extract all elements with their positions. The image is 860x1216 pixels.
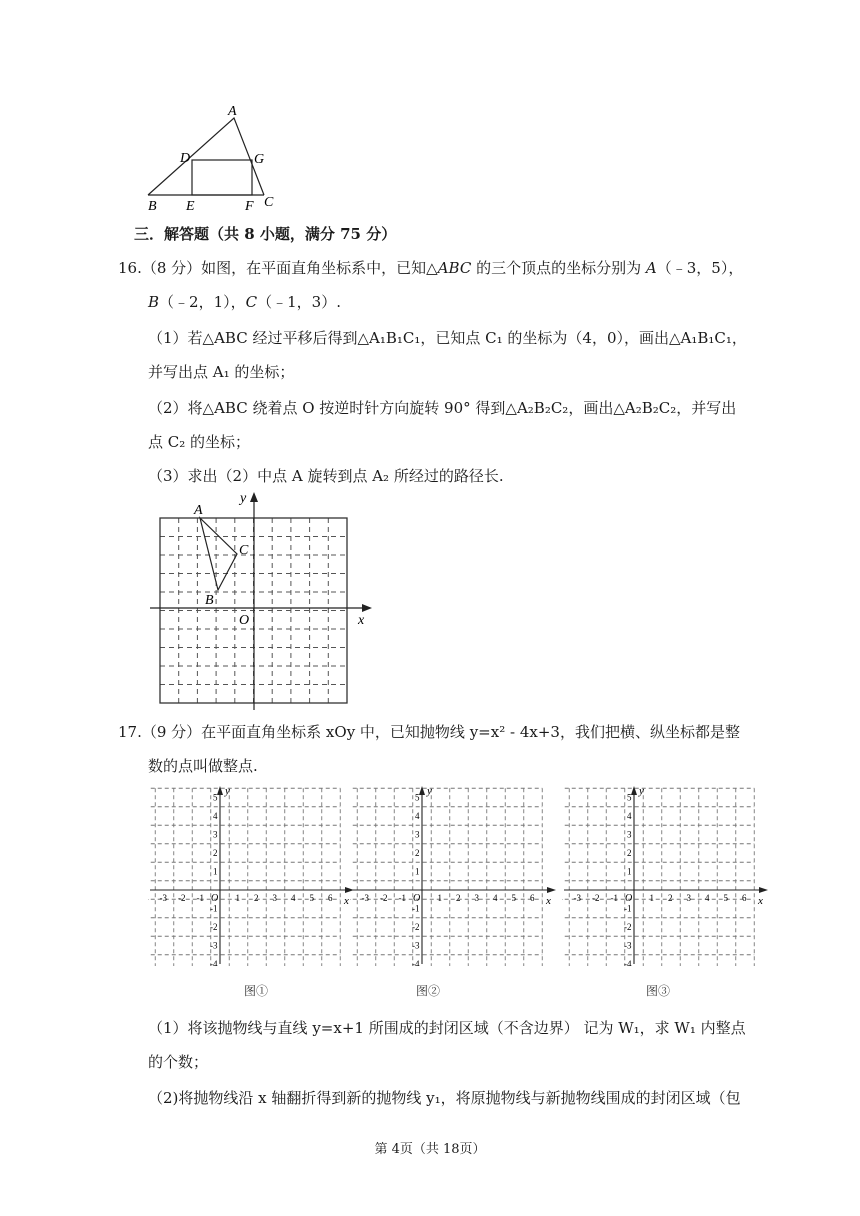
y-axis-label: y (225, 785, 230, 797)
q16-part2-line1: （2）将△ABC 绕着点 O 按逆时针方向旋转 90° 得到△A₂B₂C₂，画出△A₂B₂C₂，并写出 (148, 399, 737, 417)
y-tick-label: 5 (627, 792, 632, 803)
label-B: B (148, 199, 157, 214)
q17-grid-figure-1 (148, 784, 358, 966)
x-tick-label (562, 893, 563, 903)
x-tick-label: 1 (649, 893, 654, 903)
q16-part3-line1: （3）求出（2）中点 A 旋转到点 A₂ 所经过的路径长. (148, 467, 504, 485)
x-axis-label: x (546, 895, 551, 907)
figure-caption-2: 图② (416, 984, 441, 998)
triangle-rectangle-figure (140, 100, 290, 215)
x-tick-label: -3 (361, 893, 369, 903)
y-tick-label: 3 (415, 829, 420, 840)
y-axis-label: y (639, 785, 644, 797)
label-O: O (239, 613, 250, 628)
y-tick-label: 3 (213, 829, 218, 840)
label-A: A (194, 503, 203, 518)
x-tick-label: 3 (272, 893, 277, 903)
y-axis-arrow (250, 492, 258, 502)
x-tick-label: 3 (686, 893, 691, 903)
y-tick-label: 4 (213, 811, 218, 821)
y-tick-label: 1 (415, 866, 420, 877)
y-tick-label: 2 (627, 848, 632, 858)
y-tick-label: 1 (213, 866, 218, 877)
x-tick-label: 6 (742, 893, 747, 903)
q16-part1-line1: （1）若△ABC 经过平移后得到△A₁B₁C₁，已知点 C₁ 的坐标为（4，0），画出△A₁B₁C₁， (148, 329, 747, 347)
y-tick-label: -4 (624, 959, 632, 966)
y-tick-label: -3 (624, 940, 632, 951)
q17-grid-figure-2 (350, 784, 560, 966)
q17-line1: 17.（9 分）在平面直角坐标系 xOy 中，已知抛物线 y=x² - 4x+3，我们把横、纵坐标都是整 (118, 723, 740, 741)
triangle-ABC (200, 518, 237, 590)
x-axis-arrow (759, 887, 768, 893)
q17-line2: 数的点叫做整点. (148, 757, 258, 775)
y-axis-arrow (419, 786, 425, 795)
y-tick-label: 5 (213, 792, 218, 803)
y-tick-label: -4 (412, 959, 420, 966)
x-tick-label: 2 (668, 893, 673, 903)
origin-label: O (625, 893, 633, 904)
y-axis-arrow (217, 786, 223, 795)
y-tick-label: -1 (412, 903, 420, 914)
x-axis-label: x (758, 895, 763, 907)
x-tick-label: 4 (291, 893, 296, 903)
label-B: B (205, 593, 214, 608)
x-tick-label (350, 893, 351, 903)
x-tick-label: -3 (159, 893, 167, 903)
y-tick-label: 5 (415, 792, 420, 803)
x-tick-label: -3 (573, 893, 581, 903)
x-tick-label: -2 (592, 893, 600, 903)
y-tick-label: -1 (624, 903, 632, 914)
y-axis-arrow (631, 786, 637, 795)
y-tick-label: 3 (627, 829, 632, 840)
y-tick-label: -2 (210, 922, 218, 932)
x-tick-label: -1 (610, 893, 618, 903)
x-tick-label: 2 (456, 893, 461, 903)
figure-caption-1: 图① (244, 984, 269, 998)
x-tick-label: 3 (474, 893, 479, 903)
label-F: F (245, 199, 254, 214)
y-tick-label: -3 (412, 940, 420, 951)
y-tick-label: 2 (213, 848, 218, 858)
x-axis-label: x (344, 895, 349, 907)
x-tick-label: -1 (196, 893, 204, 903)
x-tick-label: -1 (398, 893, 406, 903)
x-tick-label: 6 (328, 893, 333, 903)
y-tick-label: 1 (627, 866, 632, 877)
label-x: x (358, 613, 365, 628)
q17-part1-line1: （1）将该抛物线与直线 y=x+1 所围成的封闭区域（不含边界） 记为 W₁，求 W₁ 内整点 (148, 1019, 746, 1037)
x-tick-label: 4 (493, 893, 498, 903)
label-C: C (264, 195, 274, 210)
page-footer: 第 4页（共 18页） (374, 1142, 486, 1157)
x-tick-label: 5 (511, 893, 516, 903)
x-tick-label: 5 (723, 893, 728, 903)
x-tick-label: 1 (235, 893, 240, 903)
y-tick-label: 4 (627, 811, 632, 821)
figure-caption-3: 图③ (646, 984, 671, 998)
y-tick-label: -2 (412, 922, 420, 932)
x-tick-label: -2 (380, 893, 388, 903)
label-y: y (240, 491, 247, 506)
x-tick-label: 2 (254, 893, 259, 903)
label-D: D (180, 151, 191, 166)
y-tick-label: -3 (210, 940, 218, 951)
q16-line1: 16.（8 分）如图，在平面直角坐标系中，已知△ABC 的三个顶点的坐标分别为 A（﹣3，5）， (118, 259, 744, 277)
x-axis-arrow (547, 887, 556, 893)
x-tick-label: 4 (705, 893, 710, 903)
y-tick-label: -1 (210, 903, 218, 914)
x-tick-label: 5 (309, 893, 314, 903)
q16-part1-line2: 并写出点 A₁ 的坐标； (148, 363, 295, 381)
x-tick-label: -2 (178, 893, 186, 903)
origin-label: O (211, 893, 219, 904)
y-tick-label: 4 (415, 811, 420, 821)
origin-label: O (413, 893, 421, 904)
label-G: G (254, 152, 265, 167)
label-E: E (186, 199, 195, 214)
q17-part1-line2: 的个数； (148, 1053, 209, 1071)
y-tick-label: -4 (210, 959, 218, 966)
y-tick-label: 2 (415, 848, 420, 858)
q16-line2: B（﹣2，1），C（﹣1，3）. (148, 293, 341, 311)
label-A: A (228, 104, 237, 119)
x-tick-label: 6 (530, 893, 535, 903)
y-axis-label: y (427, 785, 432, 797)
q16-part2-line2: 点 C₂ 的坐标； (148, 433, 251, 451)
x-tick-label (148, 893, 149, 903)
x-axis-arrow (362, 604, 372, 612)
label-C: C (239, 543, 249, 558)
y-tick-label: -2 (624, 922, 632, 932)
section-heading: 三．解答题（共 8 小题，满分 75 分） (134, 225, 397, 243)
q17-part2-line1: （2)将抛物线沿 x 轴翻折得到新的抛物线 y₁，将原抛物线与新抛物线围成的封闭区域（包 (148, 1089, 741, 1107)
q17-grid-figure-3 (562, 784, 772, 966)
q16-coordinate-grid-figure (150, 488, 380, 710)
x-tick-label: 1 (437, 893, 442, 903)
